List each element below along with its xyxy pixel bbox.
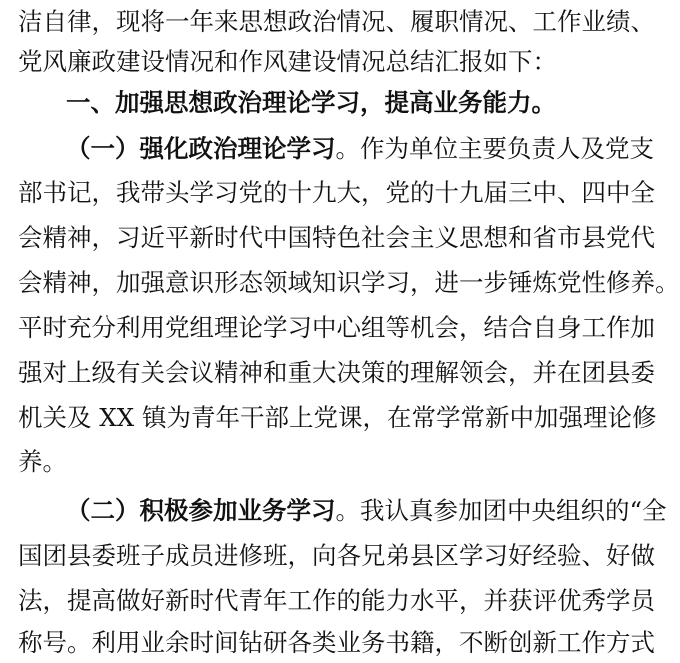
text-line: 会精神，习近平新时代中国特色社会主义思想和省市县党代 — [18, 223, 655, 252]
text-line: 养。 — [18, 447, 67, 476]
subsection-heading: （二）积极参加业务学习 — [66, 496, 336, 525]
subsection-heading: （一）强化政治理论学习 — [66, 134, 336, 163]
text-line: 机关及 XX 镇为青年干部上党课，在常学常新中加强理论修 — [18, 403, 657, 432]
text-run: 。我认真参加团中央组织的“全 — [335, 496, 667, 525]
text-line: 部书记，我带头学习党的十九大，党的十九届三中、四中全 — [18, 178, 655, 207]
text-line: 党风廉政建设情况和作风建设情况总结汇报如下： — [18, 47, 557, 76]
text-line: 洁自律，现将一年来思想政治情况、履职情况、工作业绩、 — [18, 7, 655, 36]
text-line: 强对上级有关会议精神和重大决策的理解领会，并在团县委 — [18, 358, 655, 387]
paragraph-first-line — [66, 491, 667, 531]
text-run: 。作为单位主要负责人及党支 — [335, 134, 654, 163]
section-heading: 一、加强思想政治理论学习，提高业务能力。 — [66, 88, 556, 117]
text-line: 国团县委班子成员进修班，向各兄弟县区学习好经验、好做 — [18, 541, 655, 570]
text-line: 会精神，加强意识形态领域知识学习，进一步锤炼党性修养。 — [18, 268, 680, 297]
paragraph-first-line — [66, 129, 654, 169]
text-line: 平时充分利用党组理论学习中心组等机会，结合自身工作加 — [18, 313, 655, 342]
text-line: 称号。利用业余时间钻研各类业务书籍，不断创新工作方式 — [18, 628, 655, 657]
text-line: 法，提高做好新时代青年工作的能力水平，并获评优秀学员 — [18, 586, 655, 615]
